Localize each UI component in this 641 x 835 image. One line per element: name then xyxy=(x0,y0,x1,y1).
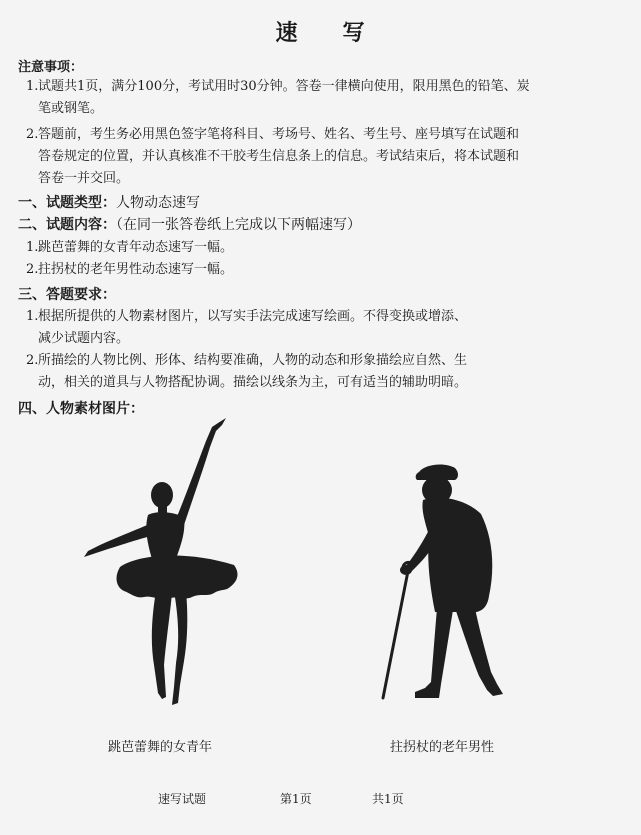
section-two-item-1-number: 1. xyxy=(26,240,39,255)
notes-heading: 注意事项： xyxy=(18,60,84,75)
note-item-2-line-3: 答卷一并交回。 xyxy=(38,171,130,186)
section-one-text: 人物动态速写 xyxy=(116,195,200,211)
note-item-1-line-2: 笔或钢笔。 xyxy=(38,101,104,116)
section-three-item-1-number: 1. xyxy=(26,309,39,324)
section-two-item-2 xyxy=(26,259,606,281)
section-two-item-2-number: 2. xyxy=(26,262,39,277)
note-item-1-number: 1. xyxy=(26,79,39,94)
title-char-1: 速 xyxy=(275,20,299,46)
section-two-text: （在同一张答卷纸上完成以下两幅速写） xyxy=(116,217,361,233)
section-three xyxy=(18,284,116,306)
cane xyxy=(383,566,409,698)
section-two-item-1 xyxy=(26,237,606,259)
section-four-heading: 四、人物素材图片： xyxy=(18,401,144,417)
section-three-list xyxy=(26,306,606,394)
section-two-item-2-text: 拄拐杖的老年男性动态速写一幅。 xyxy=(38,262,234,277)
section-two xyxy=(18,214,361,236)
footer-subject: 速写试题 xyxy=(158,792,207,806)
note-item-1 xyxy=(26,76,606,120)
elderly-man-silhouette xyxy=(375,462,515,712)
section-two-list xyxy=(26,237,606,281)
section-three-item-1-line-1: 根据所提供的人物素材图片，以写实手法完成速写绘画。不得变换或增添、 xyxy=(38,309,468,324)
section-three-item-1-line-2: 减少试题内容。 xyxy=(38,331,130,346)
title-char-2: 写 xyxy=(342,20,366,46)
note-item-2-number: 2. xyxy=(26,127,39,142)
section-three-item-2-number: 2. xyxy=(26,353,39,368)
dancer-caption: 跳芭蕾舞的女青年 xyxy=(108,740,213,755)
section-three-item-1 xyxy=(26,306,606,350)
section-one xyxy=(18,192,200,214)
ballerina-silhouette xyxy=(80,415,250,715)
section-three-item-2 xyxy=(26,350,606,394)
footer-total: 共1页 xyxy=(372,792,404,806)
section-two-heading: 二、试题内容： xyxy=(18,217,116,233)
note-item-1-line-1: 试题共1页，满分100分，考试用时30分钟。答卷一律横向使用，限用黑色的铅笔、炭 xyxy=(38,79,530,94)
note-item-2-line-2: 答卷规定的位置，并认真核准不干胶考生信息条上的信息。考试结束后，将本试题和 xyxy=(38,149,520,164)
section-three-heading: 三、答题要求： xyxy=(18,287,116,303)
section-two-item-1-text: 跳芭蕾舞的女青年动态速写一幅。 xyxy=(38,240,234,255)
note-item-2-line-1: 答题前，考生务必用黑色签字笔将科目、考场号、姓名、考生号、座号填写在试题和 xyxy=(38,127,520,142)
footer-page: 第1页 xyxy=(280,792,312,806)
section-three-item-2-line-1: 所描绘的人物比例、形体、结构要准确，人物的动态和形象描绘应自然、生 xyxy=(38,353,468,368)
section-three-item-2-line-2: 动，相关的道具与人物搭配协调。描绘以线条为主，可有适当的辅助明暗。 xyxy=(38,375,468,390)
section-one-heading: 一、试题类型： xyxy=(18,195,116,211)
page-title xyxy=(0,16,641,47)
note-item-2 xyxy=(26,124,606,190)
elder-caption: 拄拐杖的老年男性 xyxy=(390,740,495,755)
notes-list xyxy=(26,76,606,190)
